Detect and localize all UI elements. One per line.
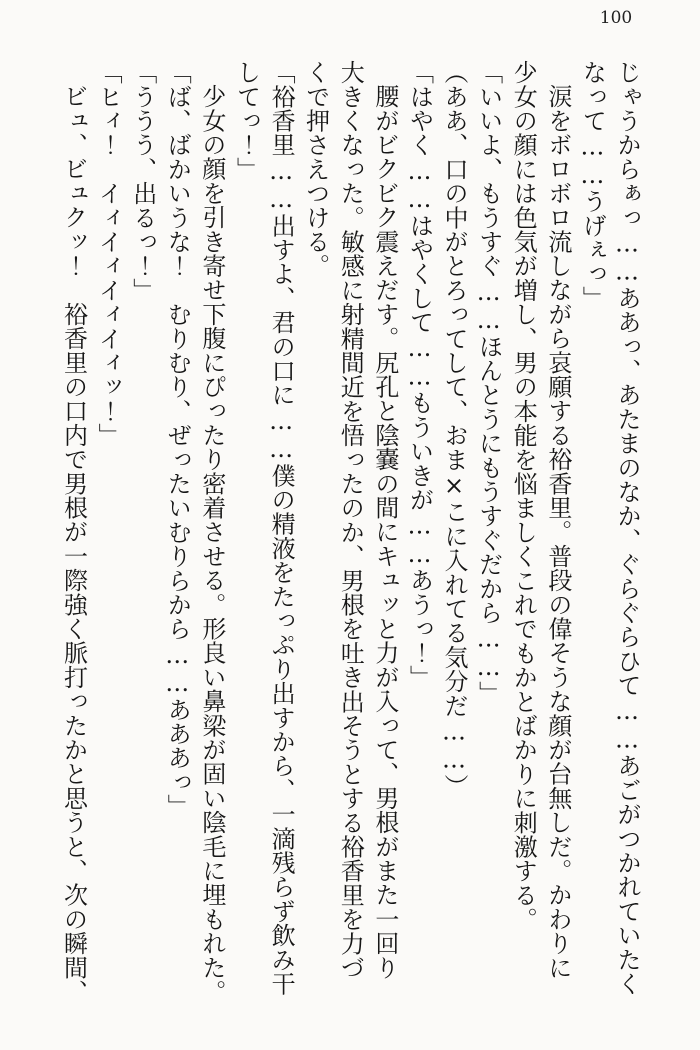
text-line: してっ！」 (232, 60, 261, 181)
page-number: 100 (599, 8, 633, 28)
text-line: なって……うげぇっ」 (578, 60, 607, 310)
text-line: 腰がビクビク震えだす。尻孔と陰嚢の間にキュッと力が入って、男根がまた一回り (370, 84, 399, 980)
text-line: 少女の顔には色気が増し、男の本能を悩ましくこれでもかとばかりに刺激する。 (509, 60, 538, 932)
text-line: 涙をボロボロ流しながら哀願する裕香里。普段の偉そうな顔が台無しだ。かわりに (543, 84, 572, 980)
text-line: 「ば、ばかいうな！ むりむり、ぜったいむりらから……あああっ」 (163, 60, 192, 819)
text-line: ビュ、ビュクッ！ 裕香里の口内で男根が一際強く脈打ったかと思うと、次の瞬間、 (59, 84, 88, 1004)
text-line: 少女の顔を引き寄せ下腹にぴったり密着させる。形良い鼻梁が固い陰毛に埋もれた。 (197, 84, 226, 1004)
text-line: くで押さえつける。 (301, 60, 330, 278)
text-line: （ああ、口の中がとろってして、おま×こに入れてる気分だ……） (440, 60, 469, 798)
text-line: 「ヒィ！ イィイィイィイィッ！」 (94, 60, 123, 448)
text-line: 大きくなった。敏感に射精間近を悟ったのか、男根を吐き出そうとする裕香里を力づ (336, 60, 365, 980)
text-line: 「裕香里……出すよ、君の口に……僕の精液をたっぷり出すから、一滴残らず飲み干 (267, 60, 296, 996)
text-line: 「はやく……はやくして……もういきが……あうっ！」 (405, 60, 434, 689)
text-area (56, 60, 644, 1045)
text-line: 「いいよ、もうすぐ……ほんとうにもうすぐだから……」 (474, 60, 503, 706)
text-line: じゃうからぁっ……ああっ、あたまのなか、ぐらぐらひて……あごがつかれていたく (613, 60, 641, 996)
text-line: 「ううう、出るっ！」 (128, 60, 157, 302)
